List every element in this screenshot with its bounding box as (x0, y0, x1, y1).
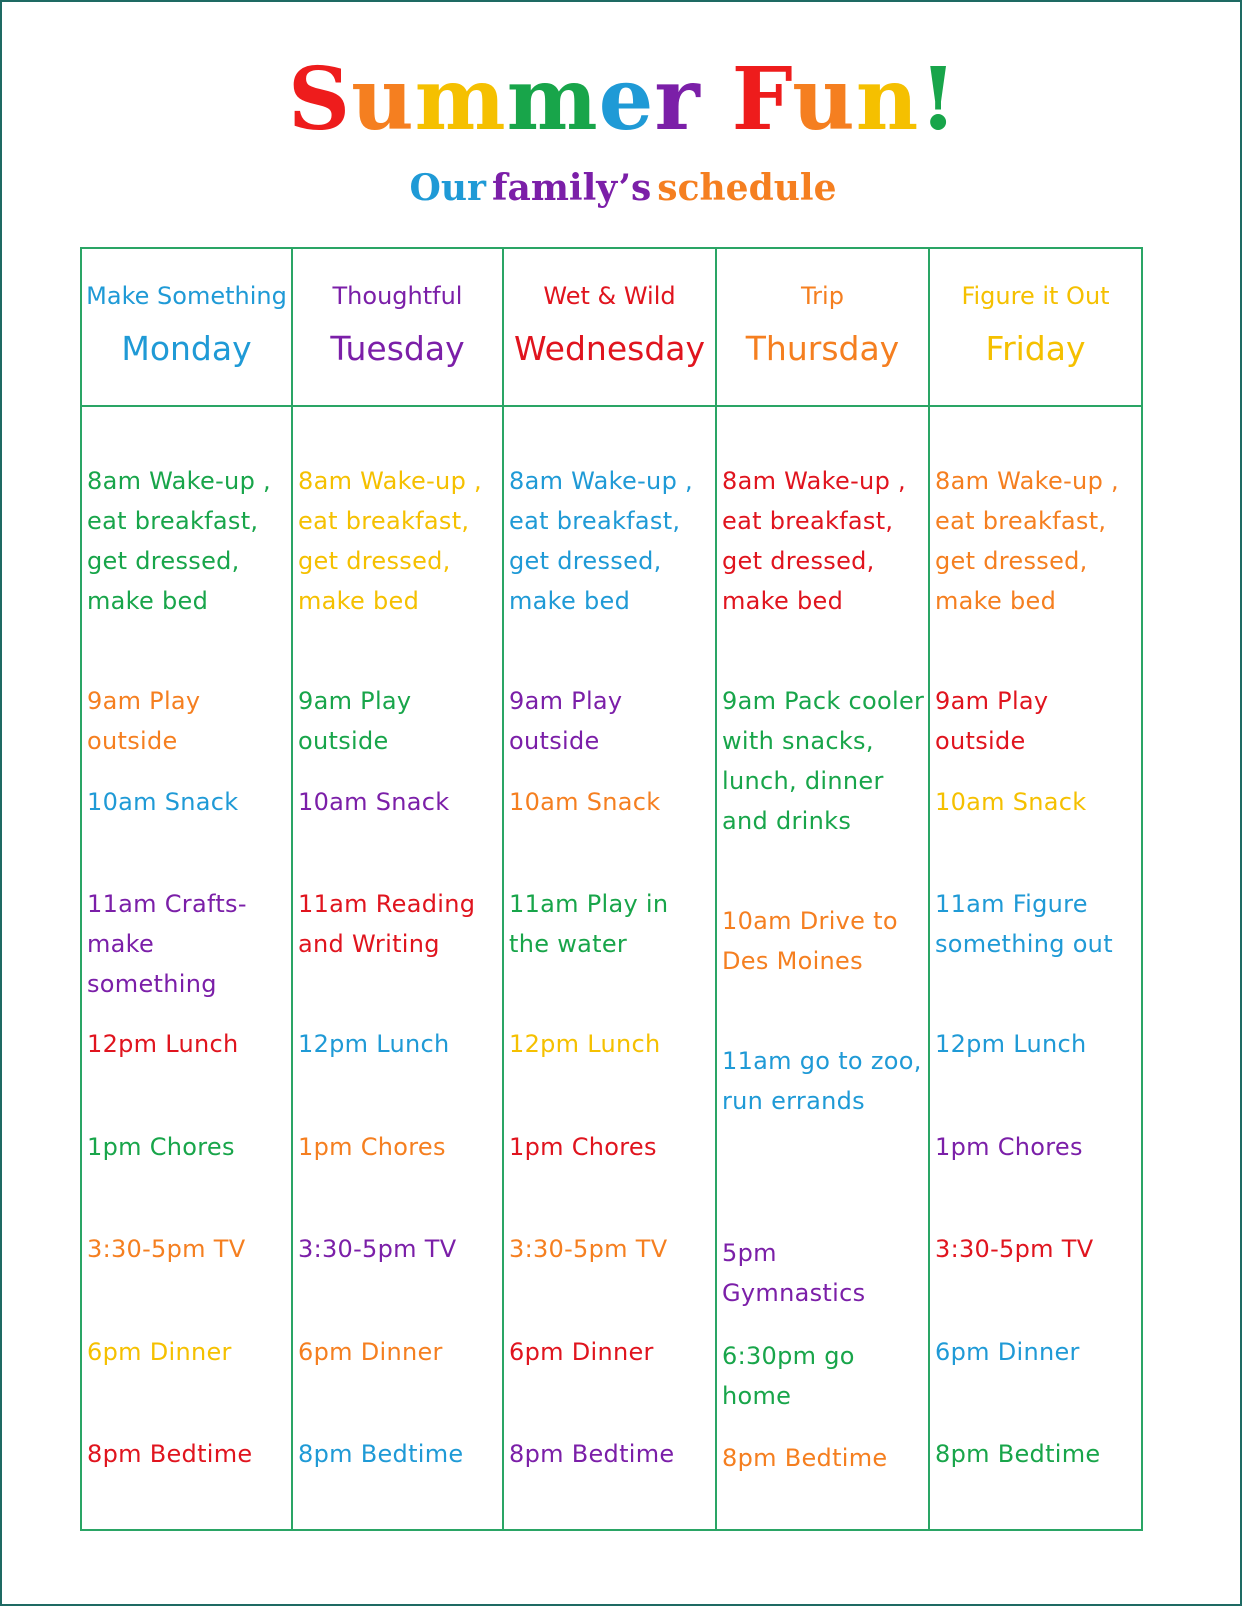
day-name: Tuesday (330, 329, 465, 368)
schedule-entry: 11am Crafts- make something (87, 890, 247, 998)
schedule-entry: 10am Drive to Des Moines (722, 907, 898, 975)
title-letter: u (351, 49, 415, 150)
friday-column (929, 406, 1142, 1530)
subtitle-word: schedule (657, 167, 837, 209)
subtitle-word: family’s (492, 167, 652, 209)
schedule-entry: 8pm Bedtime (298, 1440, 464, 1468)
schedule-row (81, 406, 1142, 1530)
schedule-entry: 8am Wake-up , eat breakfast, get dressed, make bed (298, 467, 482, 615)
schedule-entry: 10am Snack (87, 788, 239, 816)
schedule-entry: 3:30-5pm TV (298, 1235, 457, 1263)
schedule-entry: 6pm Dinner (935, 1338, 1080, 1366)
schedule-entry: 8am Wake-up , eat breakfast, get dressed, make bed (509, 467, 693, 615)
schedule-entry: 9am Play outside (87, 687, 201, 755)
schedule-entry: 1pm Chores (509, 1133, 657, 1161)
schedule-entry: 12pm Lunch (298, 1030, 450, 1058)
schedule-entry: 11am Figure something out (935, 890, 1113, 958)
schedule-entry: 12pm Lunch (87, 1030, 239, 1058)
day-name: Monday (121, 329, 252, 368)
day-theme: Trip (801, 282, 844, 310)
schedule-entry: 6pm Dinner (87, 1338, 232, 1366)
schedule-entry: 8pm Bedtime (722, 1444, 888, 1472)
title-letter: S (288, 49, 352, 150)
title-letter: m (414, 49, 507, 150)
schedule-entry: 8am Wake-up , eat breakfast, get dressed, make bed (87, 467, 271, 615)
day-theme: Wet & Wild (543, 282, 676, 310)
monday-column (81, 406, 292, 1530)
schedule-entry: 3:30-5pm TV (87, 1235, 246, 1263)
schedule-entry: 8pm Bedtime (935, 1440, 1101, 1468)
title-letter: e (598, 49, 655, 150)
day-theme: Figure it Out (961, 282, 1110, 310)
schedule-entry: 11am Play in the water (509, 890, 669, 958)
schedule-entry: 6pm Dinner (509, 1338, 654, 1366)
title-letter: F (731, 49, 793, 150)
header-friday (929, 248, 1142, 406)
tuesday-column (292, 406, 503, 1530)
schedule-entry: 11am go to zoo, run errands (722, 1047, 922, 1115)
day-name: Wednesday (513, 329, 706, 368)
title-letter: m (506, 49, 599, 150)
schedule-entry: 5pm Gymnastics (722, 1239, 866, 1307)
schedule-entry: 11am Reading and Writing (298, 890, 476, 958)
header-wednesday (503, 248, 716, 406)
schedule-entry: 8am Wake-up , eat breakfast, get dressed, make bed (722, 467, 906, 615)
schedule-entry: 9am Pack cooler with snacks, lunch, dinner and drinks (722, 687, 925, 835)
schedule-entry: 8pm Bedtime (87, 1440, 253, 1468)
day-theme: Thoughtful (332, 282, 463, 310)
header-row (81, 248, 1142, 406)
title-letter: u (792, 49, 856, 150)
schedule-entry: 9am Play outside (509, 687, 623, 755)
schedule-entry: 3:30-5pm TV (935, 1235, 1094, 1263)
schedule-entry: 9am Play outside (935, 687, 1049, 755)
schedule-entry: 12pm Lunch (509, 1030, 661, 1058)
page-title (2, 50, 1242, 150)
day-name: Friday (985, 329, 1086, 368)
day-name: Thursday (745, 329, 900, 368)
schedule-table (80, 247, 1143, 1531)
schedule-entry: 1pm Chores (298, 1133, 446, 1161)
header-tuesday (292, 248, 503, 406)
schedule-entry: 10am Snack (298, 788, 450, 816)
schedule-entry: 3:30-5pm TV (509, 1235, 668, 1263)
title-letter: r (654, 49, 701, 150)
header-thursday (716, 248, 929, 406)
title-letter: n (855, 49, 920, 150)
title-letter: ! (919, 49, 958, 150)
wednesday-column (503, 406, 716, 1530)
schedule-entry: 6pm Dinner (298, 1338, 443, 1366)
subtitle-word: Our (409, 167, 486, 209)
title-letter (701, 49, 732, 150)
schedule-entry: 12pm Lunch (935, 1030, 1087, 1058)
schedule-entry: 8pm Bedtime (509, 1440, 675, 1468)
thursday-column (716, 406, 929, 1530)
schedule-entry: 6:30pm go home (722, 1342, 855, 1410)
schedule-entry: 9am Play outside (298, 687, 412, 755)
schedule-entry: 1pm Chores (935, 1133, 1083, 1161)
header-monday (81, 248, 292, 406)
schedule-entry: 1pm Chores (87, 1133, 235, 1161)
schedule-entry: 10am Snack (935, 788, 1087, 816)
day-theme: Make Something (86, 282, 287, 310)
schedule-entry: 10am Snack (509, 788, 661, 816)
schedule-entry: 8am Wake-up , eat breakfast, get dressed, make bed (935, 467, 1119, 615)
page-subtitle (2, 165, 1242, 211)
